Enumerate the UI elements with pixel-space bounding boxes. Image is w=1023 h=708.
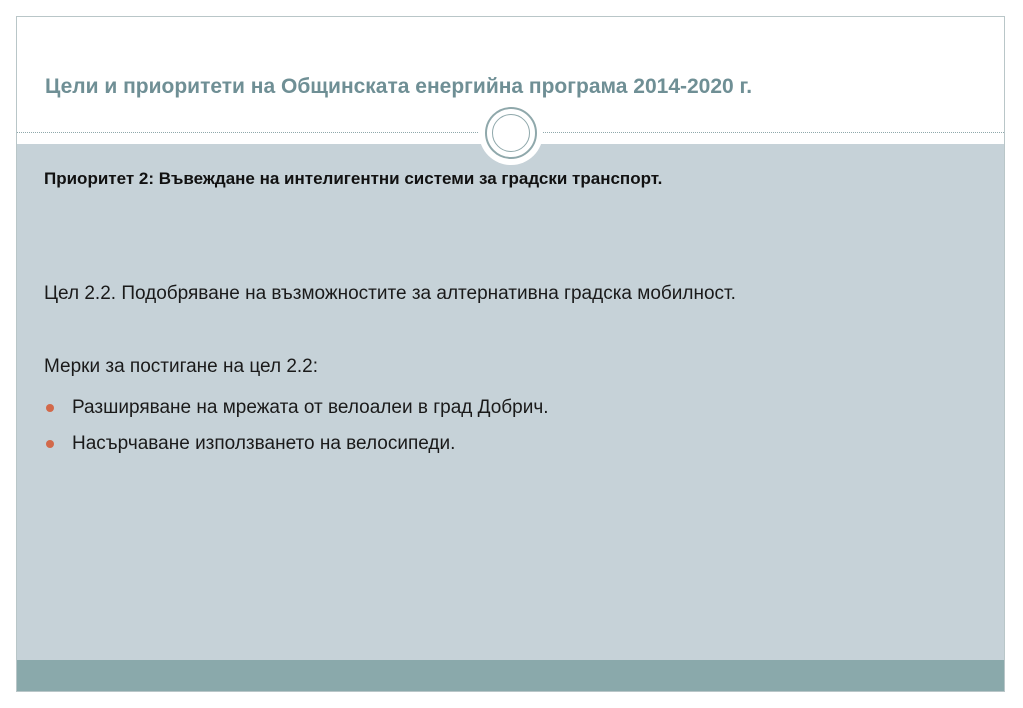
measures-list [44, 395, 549, 467]
measure-text: Насърчаване използването на велосипеди. [72, 433, 456, 454]
measures-heading: Мерки за постигане на цел 2.2: [44, 356, 319, 377]
footer-band [17, 660, 1004, 692]
priority-heading: Приоритет 2: Въвеждане на интелигентни системи за градски транспорт. [44, 169, 663, 188]
list-item [44, 431, 549, 467]
bullet-icon [46, 440, 54, 448]
ornament-inner-ring [492, 114, 530, 152]
measure-text: Разширяване на мрежата от велоалеи в град Добрич. [72, 397, 549, 418]
slide-title: Цели и приоритети на Общинската енергийна програма 2014-2020 г. [45, 75, 753, 98]
circle-ornament-icon [479, 101, 543, 165]
list-item [44, 395, 549, 431]
goal-text: Цел 2.2. Подобряване на възможностите за алтернативна градска мобилност. [44, 283, 736, 304]
bullet-icon [46, 404, 54, 412]
slide [16, 16, 1005, 692]
ornament-outer-ring [485, 107, 537, 159]
